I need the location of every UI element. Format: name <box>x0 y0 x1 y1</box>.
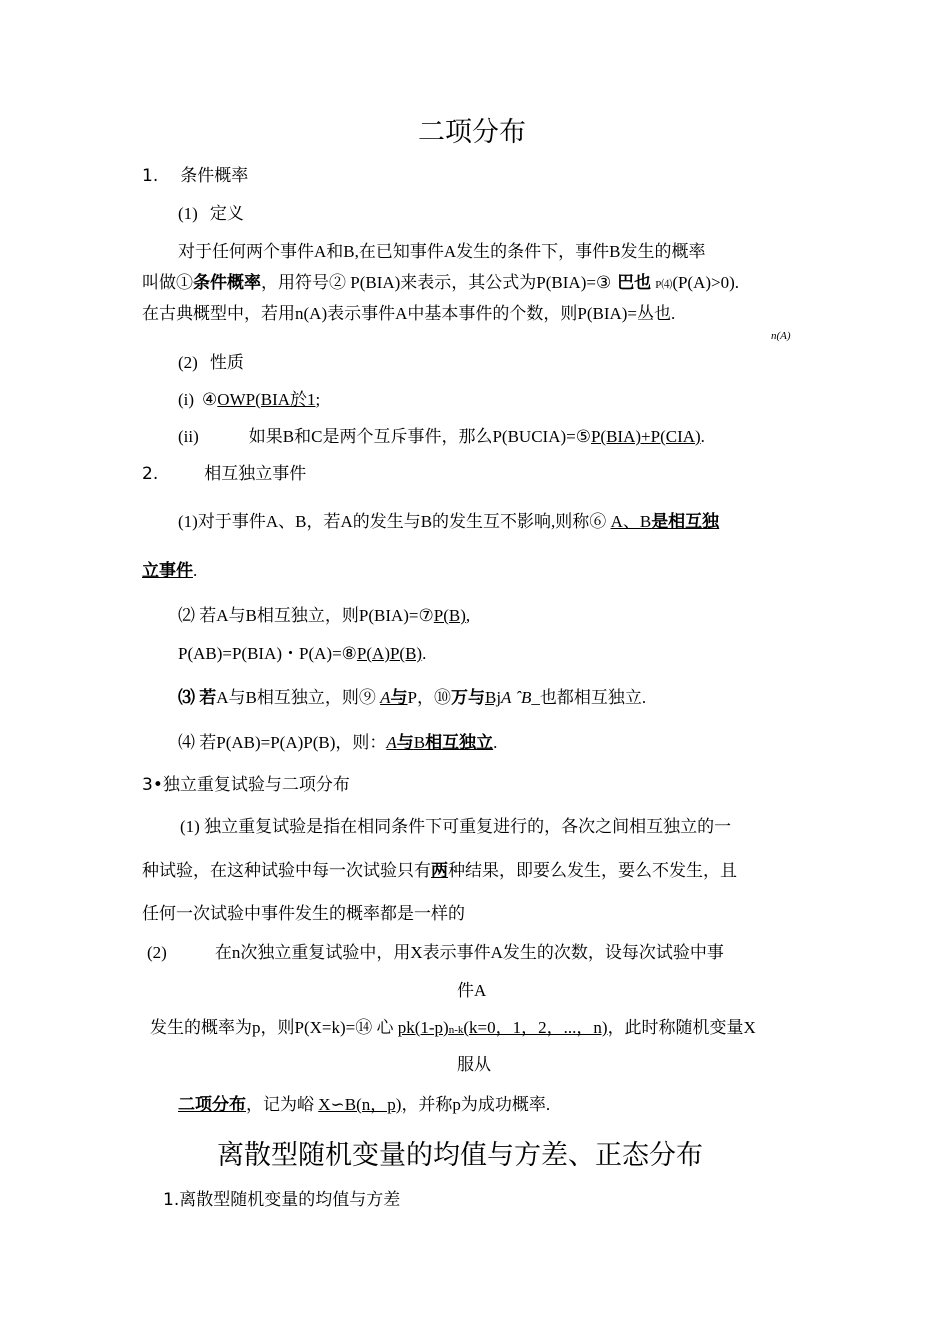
definition-line-2 <box>142 272 739 296</box>
subsection-definition <box>178 203 244 225</box>
independence-1-cont <box>142 560 197 582</box>
property-i <box>178 389 320 411</box>
answer: P(B) <box>433 606 466 625</box>
section-4-heading: 1.离散型随机变量的均值与方差 <box>163 1190 401 1210</box>
item-number: (ii) <box>178 427 199 446</box>
property-ii <box>178 426 705 448</box>
item-number: (2) <box>147 943 167 962</box>
text: (1)对于事件A、B，若A的发生与B的发生互不影响,则称⑥ <box>178 512 611 531</box>
answer: 两 <box>431 861 448 881</box>
answer: OWP(BIA於1 <box>217 390 316 409</box>
answer: 相互独立 <box>425 733 494 753</box>
binomial-3 <box>150 1017 756 1041</box>
text: 如果B和C是两个互斥事件，那么P(BUCIA)=⑤ <box>248 427 591 446</box>
subsection-number: (2) <box>178 353 198 372</box>
text: 发生的概率为p，则P(X=k)=⑭ 心 <box>150 1018 398 1037</box>
text: ，此时称随机变量X <box>607 1018 756 1037</box>
text: 叫做① <box>142 273 193 292</box>
answer: A <box>380 688 391 707</box>
answer: A ˆB_ <box>501 688 540 707</box>
text: 在n次独立重复试验中，用X表示事件A发生的次数，设每次试验中事 <box>214 943 724 962</box>
term-conditional-probability: 条件概率 <box>193 273 261 293</box>
repeated-trials-1: (1) 独立重复试验是指在相同条件下可重复进行的，各次之间相互独立的一 <box>180 817 732 836</box>
binomial-2: 件A <box>457 981 487 1000</box>
formula-fragment: 巴也 <box>617 273 652 293</box>
section-1-heading <box>142 165 248 187</box>
answer: P(A)P(B) <box>356 644 423 663</box>
subsection-properties <box>178 352 244 374</box>
formula-denominator: n(A) <box>771 330 791 342</box>
section-2-heading <box>142 463 306 485</box>
subsection-label: 定义 <box>209 204 244 224</box>
answer: X∽B(n，p) <box>318 1095 402 1114</box>
formula-condition: (P(A)>0). <box>672 273 740 292</box>
formula: pk(1-p) <box>397 1018 449 1037</box>
binomial-1 <box>147 942 724 964</box>
text: . <box>422 644 427 663</box>
section-number: 2. <box>142 464 159 484</box>
independence-2 <box>178 605 470 627</box>
text: ; <box>315 390 321 409</box>
answer: 与 <box>390 688 408 708</box>
answer: 是相互独 <box>651 512 720 532</box>
text: P(AB)=P(BIA)・P(A)=⑧ <box>178 644 357 663</box>
answer: 与 <box>396 733 414 753</box>
text: 也都相互独立. <box>539 688 647 707</box>
definition-line-3: 在古典概型中，若用n(A)表示事件A中基本事件的个数，则P(BIA)=丛也. <box>142 304 676 323</box>
answer: A、B <box>610 512 652 531</box>
section-3-heading: 3•独立重复试验与二项分布 <box>142 775 350 795</box>
text: ，记为峪 <box>246 1095 319 1114</box>
text: . <box>493 733 498 752</box>
subsection-number: (1) <box>178 204 198 223</box>
text: . <box>700 427 705 446</box>
formula-exponent: n-k <box>448 1024 464 1036</box>
text: 种结果，即要么发生，要么不发生，且 <box>448 861 737 880</box>
binomial-5 <box>178 1094 550 1116</box>
independence-1 <box>178 511 719 533</box>
page-title: 二项分布 <box>418 117 526 148</box>
definition-line-1: 对于任何两个事件A和B,在已知事件A发生的条件下，事件B发生的概率 <box>178 242 706 261</box>
text: ⑶ 若 <box>178 688 217 707</box>
answer: A <box>386 733 397 752</box>
section-title-2: 离散型随机变量的均值与方差、正态分布 <box>217 1140 703 1171</box>
text: , <box>465 606 471 625</box>
independence-4 <box>178 732 497 754</box>
repeated-trials-2 <box>142 860 737 882</box>
text: ⑷ 若P(AB)=P(A)P(B)，则： <box>178 733 387 752</box>
section-label: 条件概率 <box>180 166 249 186</box>
formula-fragment: P⑷ <box>655 279 673 291</box>
independence-2b <box>178 643 426 665</box>
answer: Bj <box>484 688 502 707</box>
text: . <box>193 561 198 580</box>
item-number: (i) <box>178 390 195 409</box>
section-number: 1. <box>142 166 159 186</box>
text: ，用符号② P(BIA)来表示，其公式为P(BIA)=③ <box>261 273 612 292</box>
section-label: 相互独立事件 <box>204 464 307 484</box>
subsection-label: 性质 <box>209 353 244 373</box>
text: ④ <box>202 390 218 409</box>
repeated-trials-3: 任何一次试验中事件发生的概率都是一样的 <box>142 904 465 923</box>
formula: (k=0，1，2，...，n) <box>463 1018 608 1037</box>
binomial-4: 服从 <box>457 1055 491 1074</box>
text: A与B相互独立，则⑨ <box>216 688 381 707</box>
answer: 万与 <box>450 688 485 707</box>
text: P，⑩ <box>407 688 451 707</box>
answer: 二项分布 <box>178 1095 246 1115</box>
answer: B <box>413 733 426 752</box>
answer: 立事件 <box>142 561 193 581</box>
answer: P(BIA)+P(CIA) <box>590 427 701 446</box>
text: 种试验，在这种试验中每一次试验只有 <box>142 861 431 880</box>
independence-3 <box>178 687 646 709</box>
text: ，并称p为成功概率. <box>401 1095 551 1114</box>
text: ⑵ 若A与B相互独立，则P(BIA)=⑦ <box>178 606 434 625</box>
